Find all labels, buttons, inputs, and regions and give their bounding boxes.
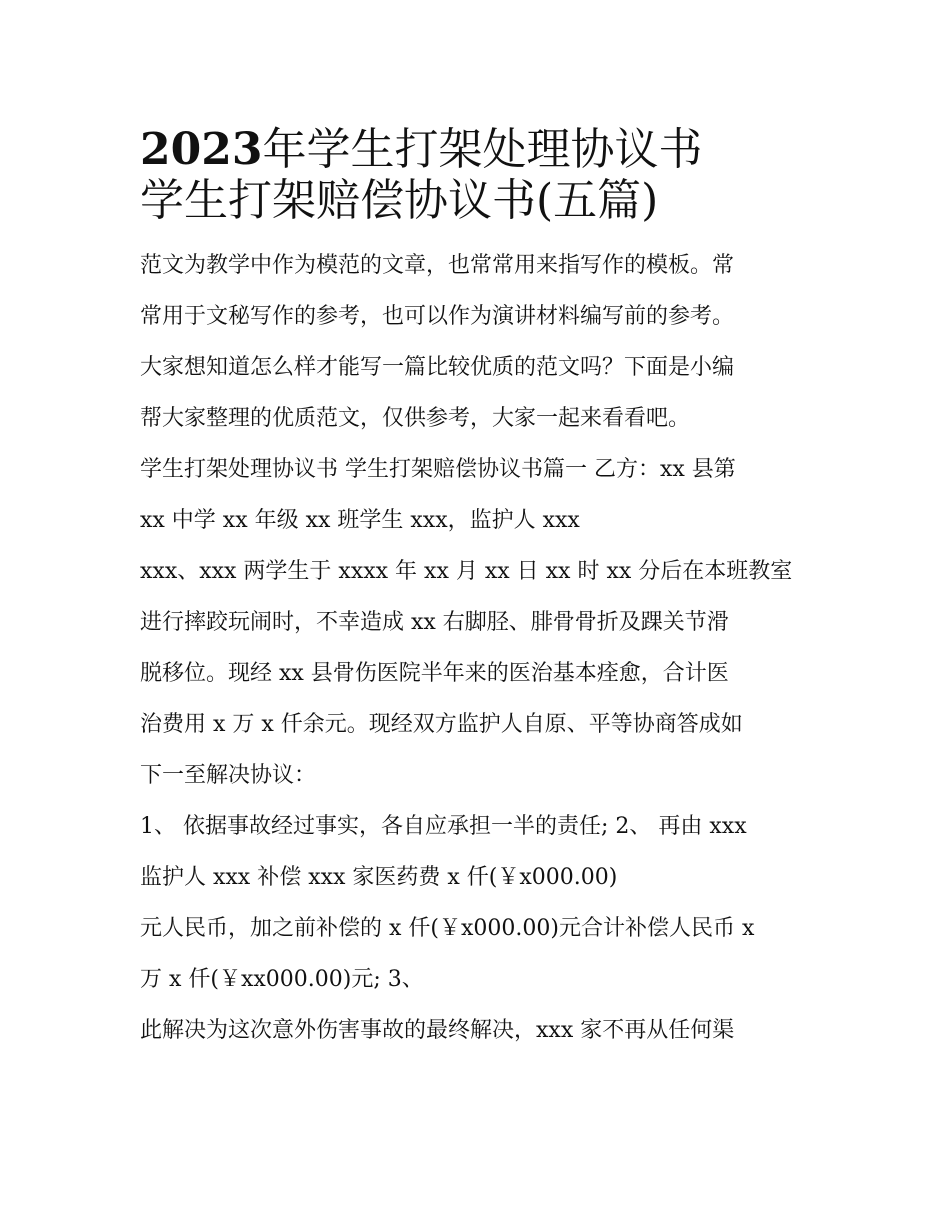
body-line: 常用于文秘写作的参考，也可以作为演讲材料编写前的参考。	[140, 304, 735, 329]
body-line: 范文为教学中作为模范的文章，也常常用来指写作的模板。常	[140, 253, 735, 278]
body-line: 脱移位。现经 xx 县骨伤医院半年来的医治基本痊愈，合计医	[140, 661, 729, 686]
title-line-1	[140, 118, 830, 175]
body-line: 治费用 x 万 x 仟余元。现经双方监护人自原、平等协商答成如	[140, 712, 743, 737]
body-line: xxx、xxx 两学生于 xxxx 年 xx 月 xx 日 xx 时 xx 分后在本班教室	[140, 559, 793, 584]
body-line: xx 中学 xx 年级 xx 班学生 xxx，监护人 xxx	[140, 508, 580, 533]
body-line: 万 x 仟(￥xx000.00)元; 3、	[140, 967, 424, 992]
body-line: 元人民币，加之前补偿的 x 仟(￥x000.00)元合计补偿人民币 x	[140, 916, 755, 941]
title-year: 2023	[140, 124, 263, 175]
body-line: 此解决为这次意外伤害事故的最终解决，xxx 家不再从任何渠	[140, 1018, 735, 1043]
body-line: 帮大家整理的优质范文，仅供参考，大家一起来看看吧。	[140, 406, 691, 431]
body-line: 进行摔跤玩闹时，不幸造成 xx 右脚胫、腓骨骨折及踝关节滑	[140, 610, 729, 635]
document-content	[140, 118, 830, 1056]
body-line: 下一至解决协议：	[140, 763, 317, 788]
document-title	[140, 118, 830, 226]
body-line: 监护人 xxx 补偿 xxx 家医药费 x 仟(￥x000.00)	[140, 865, 618, 890]
body-line: 1、 依据事故经过事实，各自应承担一半的责任; 2、 再由 xxx	[140, 814, 747, 839]
body-line: 学生打架处理协议书 学生打架赔偿协议书篇一 乙方：xx 县第	[140, 457, 736, 482]
document-body	[140, 240, 830, 1056]
body-line: 大家想知道怎么样才能写一篇比较优质的范文吗？下面是小编	[140, 355, 735, 380]
title-line-1-text: 年学生打架处理协议书	[262, 124, 703, 175]
title-line-2: 学生打架赔偿协议书(五篇)	[140, 175, 659, 226]
